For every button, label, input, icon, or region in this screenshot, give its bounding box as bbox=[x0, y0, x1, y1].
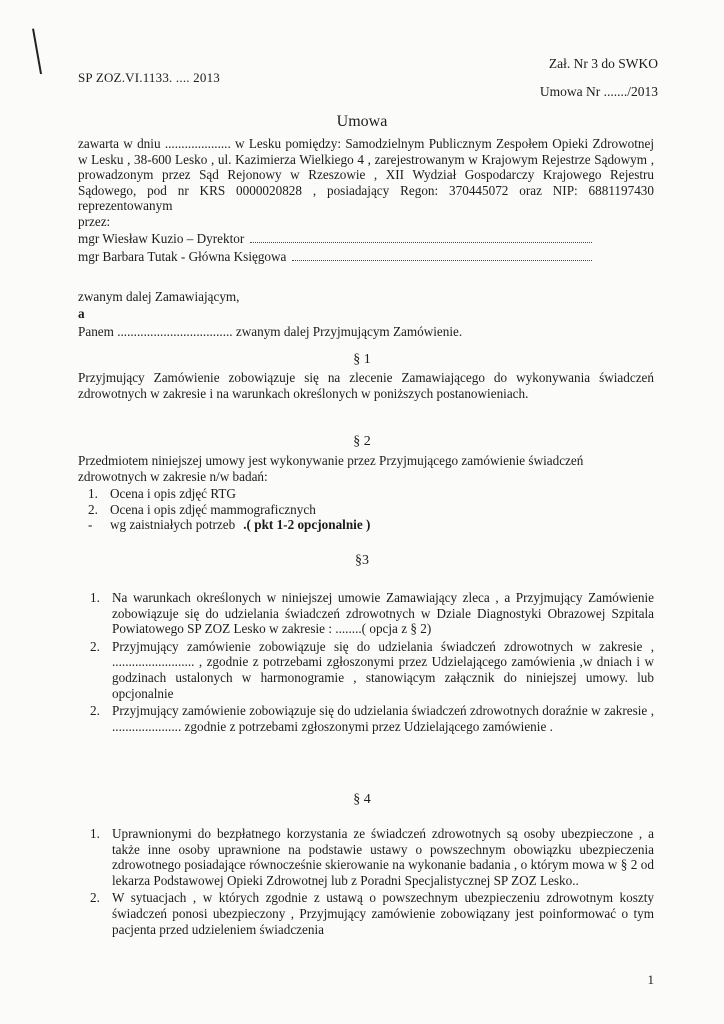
case-reference: SP ZOZ.VI.1133. .... 2013 bbox=[78, 70, 220, 85]
signatory-director bbox=[78, 231, 598, 247]
section-2-text: Przedmiotem niniejszej umowy jest wykonywanie przez Przyjmującego zamówienie świadczeń zdrowotnych w zakresie n/w badań: bbox=[78, 453, 584, 484]
intro-paragraph: zawarta w dniu .................... w Lesku pomiędzy: Samodzielnym Publicznym Zespołem Opieki Zdrowotnej w Lesku , 38-600 Lesko , ul. Kazimierza Wielkiego 4 , zarejestrowanym w Krajowym Rejestrze Sądowym , prowadzonym przez Sąd Rejonowy w Rzeszowie , XII Wydział Gospodarczy Krajowego Rejestru Sądowego, pod nr KRS 0000020828 , posiadający Regon: 370445072 oraz NIP: 6881197430 reprezentowanym bbox=[78, 136, 654, 214]
section-2-list bbox=[88, 486, 588, 533]
attachment-label: Zał. Nr 3 do SWKO bbox=[548, 56, 658, 71]
list-item: 2. Przyjmujący zamówienie zobowiązuje się do udzielania świadczeń zdrowotnych w zakresie , ......................... , zgodnie z potrzebami zgłoszonymi przez Udzielającego zamówienia ,w dniach i w godzinach ustalonych w harmonogramie , stanowiącym załącznik do niniejszej umowy. lub opcjonalnie bbox=[90, 638, 654, 701]
list-item: 2. Ocena i opis zdjęć mammograficznych bbox=[88, 501, 316, 517]
section-3-heading: §3 bbox=[355, 553, 369, 568]
section-1-text: Przyjmujący Zamówienie zobowiązuje się na zlecenie Zamawiającego do wykonywania świadczeń zdrowotnych w zakresie i na warunkach określonych w poniższych postanowieniach. bbox=[78, 370, 654, 401]
section-1-heading: § 1 bbox=[353, 352, 371, 367]
signatory-accountant bbox=[78, 249, 598, 265]
section-4-heading: § 4 bbox=[353, 792, 371, 807]
margin-pen-mark bbox=[32, 28, 46, 74]
list-item: - wg zaistniałych potrzeb .( pkt 1-2 opcjonalnie ) bbox=[88, 517, 371, 533]
page-number: 1 bbox=[647, 972, 654, 987]
panem-line: Panem ................................... zwanym dalej Przyjmującym Zamówienie. bbox=[78, 324, 463, 339]
list-item: 1. Uprawnionymi do bezpłatnego korzystania ze świadczeń zdrowotnych są osoby ubezpieczone , a także inne osoby uprawnione na podstawie ustawy o powszechnym obowiązku ubezpieczenia zdrowotnego posiadające równocześnie skierowanie na wykonanie badania , o którym mowa w § 2 od lekarza Podstawowej Opieki Zdrowotnej lub z Poradni Specjalistycznej SP ZOZ Lesko.. bbox=[90, 826, 654, 888]
signatory-accountant-name: mgr Barbara Tutak - Główna Księgowa bbox=[78, 249, 287, 264]
list-item: 2. W sytuacjach , w których zgodnie z ustawą o powszechnym ubezpieczeniu zdrowotnym koszty świadczeń ponosi ubezpieczony , Przyjmujący zamówienie zobowiązany jest poinformować o tym pacjenta przed udzieleniem świadczenia bbox=[90, 890, 654, 937]
optional-note: .( pkt 1-2 opcjonalnie ) bbox=[243, 517, 371, 533]
attachment-reference bbox=[540, 50, 658, 106]
section-2-heading: § 2 bbox=[353, 434, 371, 449]
zwanym-line: zwanym dalej Zamawiającym, bbox=[78, 289, 240, 304]
document-title: Umowa bbox=[336, 113, 388, 130]
list-item: 2. Przyjmujący zamówienie zobowiązuje się do udzielania świadczeń zdrowotnych doraźnie w zakresie , ..................... zgodnie z potrzebami zgłoszonymi przez Udzielającego zamówienie . bbox=[90, 703, 654, 734]
signature-line bbox=[250, 241, 592, 243]
section-3-list bbox=[90, 590, 654, 734]
przez-label: przez: bbox=[78, 214, 111, 229]
list-item: 1. Ocena i opis zdjęć RTG bbox=[88, 486, 236, 501]
section-4-list bbox=[90, 826, 654, 937]
signatory-director-name: mgr Wiesław Kuzio – Dyrektor bbox=[78, 231, 245, 246]
signature-line bbox=[292, 259, 592, 261]
conjunction-a: a bbox=[78, 306, 85, 321]
contract-number: Umowa Nr ......./2013 bbox=[539, 84, 658, 99]
list-item: 1. Na warunkach określonych w niniejszej umowie Zamawiający zleca , a Przyjmujący Zamówienie zobowiązuje się do udzielania świadczeń zdrowotnych w Dziale Diagnostyki Obrazowej Szpitala Powiatowego SP ZOZ Lesko w zakresie : ........( opcja z § 2) bbox=[90, 590, 654, 637]
